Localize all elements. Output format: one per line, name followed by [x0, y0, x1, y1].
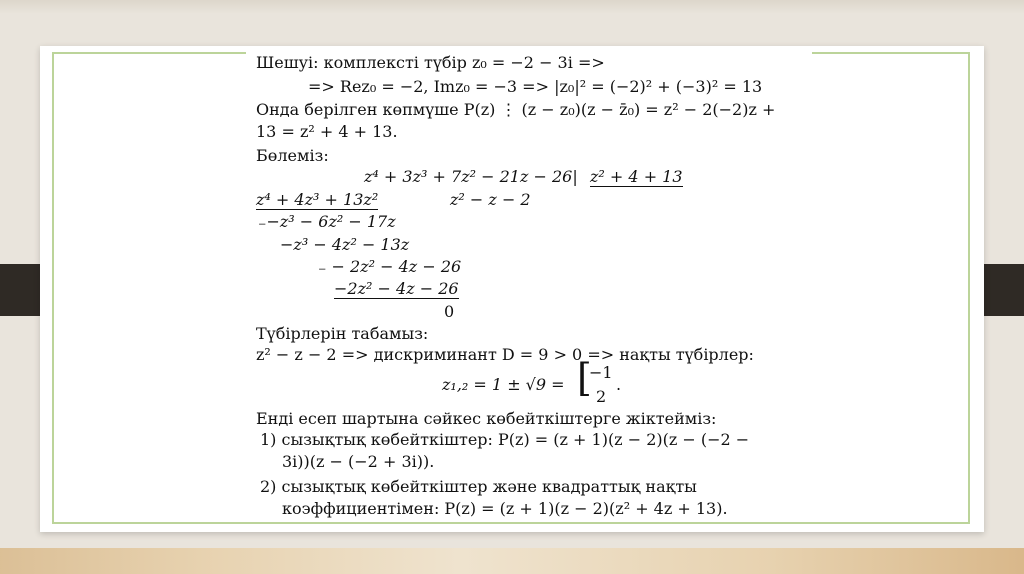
- quotient: z² − z − 2: [450, 190, 531, 209]
- subtract-line-2: −z³ − 4z² − 13z: [280, 235, 410, 254]
- line-3: Онда берілген көпмүше P(z) ⋮ (z − z₀)(z − z̄₀) = z² − 2(−2)z +: [256, 100, 776, 119]
- line-13: Түбірлерін табамыз:: [256, 324, 429, 343]
- line-19: 2) сызықтық көбейткіштер және квадраттық нақты: [260, 477, 697, 496]
- line-16: Енді есеп шартына сәйкес көбейткіштерге жіктейміз:: [256, 409, 717, 428]
- wood-strip: [0, 548, 1024, 574]
- bracket-glyph: [: [577, 356, 592, 400]
- line-2: => Rez₀ = −2, Imz₀ = −3 => |z₀|² = (−2)² + (−3)² = 13: [308, 77, 763, 96]
- line-14: z² − z − 2 => дискриминант D = 9 > 0 => нақты түбірлер:: [256, 345, 754, 364]
- subtract-line-1: z⁴ + 4z³ + 13z²: [256, 190, 379, 209]
- line-1: Шешуі: комплексті түбір z₀ = −2 − 3i =>: [256, 53, 605, 72]
- line-18: 3i))(z − (−2 + 3i)).: [282, 452, 435, 471]
- subtract-line-3: −2z² − 4z − 26: [334, 279, 459, 298]
- root-2: 2: [596, 387, 607, 406]
- dividend: z⁴ + 3z³ + 7z² − 21z − 26|: [364, 167, 578, 186]
- roots-formula: z₁,₂ = 1 ± √9 =: [442, 375, 565, 394]
- line-4: 13 = z² + 4 + 13.: [256, 122, 398, 141]
- line-17: 1) сызықтық көбейткіштер: P(z) = (z + 1)(z − 2)(z − (−2 −: [260, 430, 750, 449]
- divisor: z² + 4 + 13: [590, 167, 683, 186]
- remainder-1: ₋−z³ − 6z² − 17z: [258, 212, 396, 231]
- line-5: Бөлеміз:: [256, 146, 329, 165]
- background-top: [0, 0, 1024, 14]
- final-remainder: 0: [444, 302, 455, 321]
- root-1: −1: [589, 363, 613, 382]
- remainder-2: ₋ − 2z² − 4z − 26: [318, 257, 462, 276]
- roots-period: .: [616, 375, 622, 394]
- line-20: коэффициентімен: P(z) = (z + 1)(z − 2)(z² + 4z + 13).: [282, 499, 728, 518]
- solution-text-image: [246, 50, 812, 522]
